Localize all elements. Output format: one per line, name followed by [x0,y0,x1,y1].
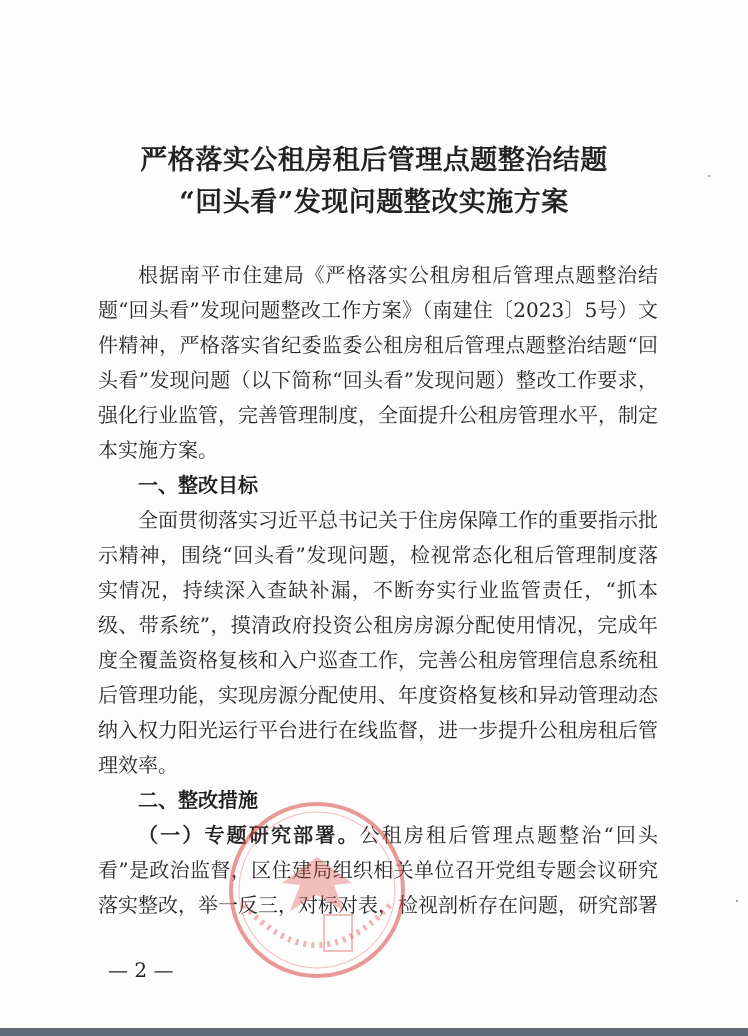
page-number: — 2 — [108,958,174,982]
scan-speck [736,900,738,902]
subsection-1-label: （一）专题研究部署。 [138,823,360,847]
document-title-line-2: “回头看”发现问题整改实施方案 [179,187,569,218]
document-title-line-1: 严格落实公租房租后管理点题整治结题 [140,145,608,176]
section-1-paragraph: 全面贯彻落实习近平总书记关于住房保障工作的重要指示批示精神，围绕“回头看”发现问题，检视常态化租后管理制度落实情况，持续深入查缺补漏，不断夯实行业监管责任，“抓本级、带系统”，摸清政府投资公租房房源分配使用情况，完成年度全覆盖资格复核和入户巡查工作，完善公租房管理信息系统租后管理功能，实现房源分配使用、年度资格复核和异动管理动态纳入权力阳光运行平台进行在线监督，进一步提升公租房租后管理效率。 [98,508,658,777]
intro-paragraph: 根据南平市住建局《严格落实公租房租后管理点题整治结题“回头看”发现问题整改工作方案》（南建住〔2023〕5号）文件精神，严格落实省纪委监委公租房租后管理点题整治结题“回头看”发现问题（以下简称“回头看”发现问题）整改工作要求，强化行业监管，完善管理制度，全面提升公租房管理水平，制定本实施方案。 [98,263,658,462]
scan-speck [708,175,710,177]
section-1-heading: 一、整改目标 [138,473,258,497]
section-2-heading: 二、整改措施 [138,788,258,812]
subsection-1-text: 公租房租后管理点题整治“回头看”是政治监督，区住建局组织相关单位召开党组专题会议研究落实整改，举一反三，对标对表，检视剖析存在问题，研究部署 [98,823,658,917]
scan-bottom-edge [0,1028,748,1036]
subsection-1-paragraph [98,818,658,923]
